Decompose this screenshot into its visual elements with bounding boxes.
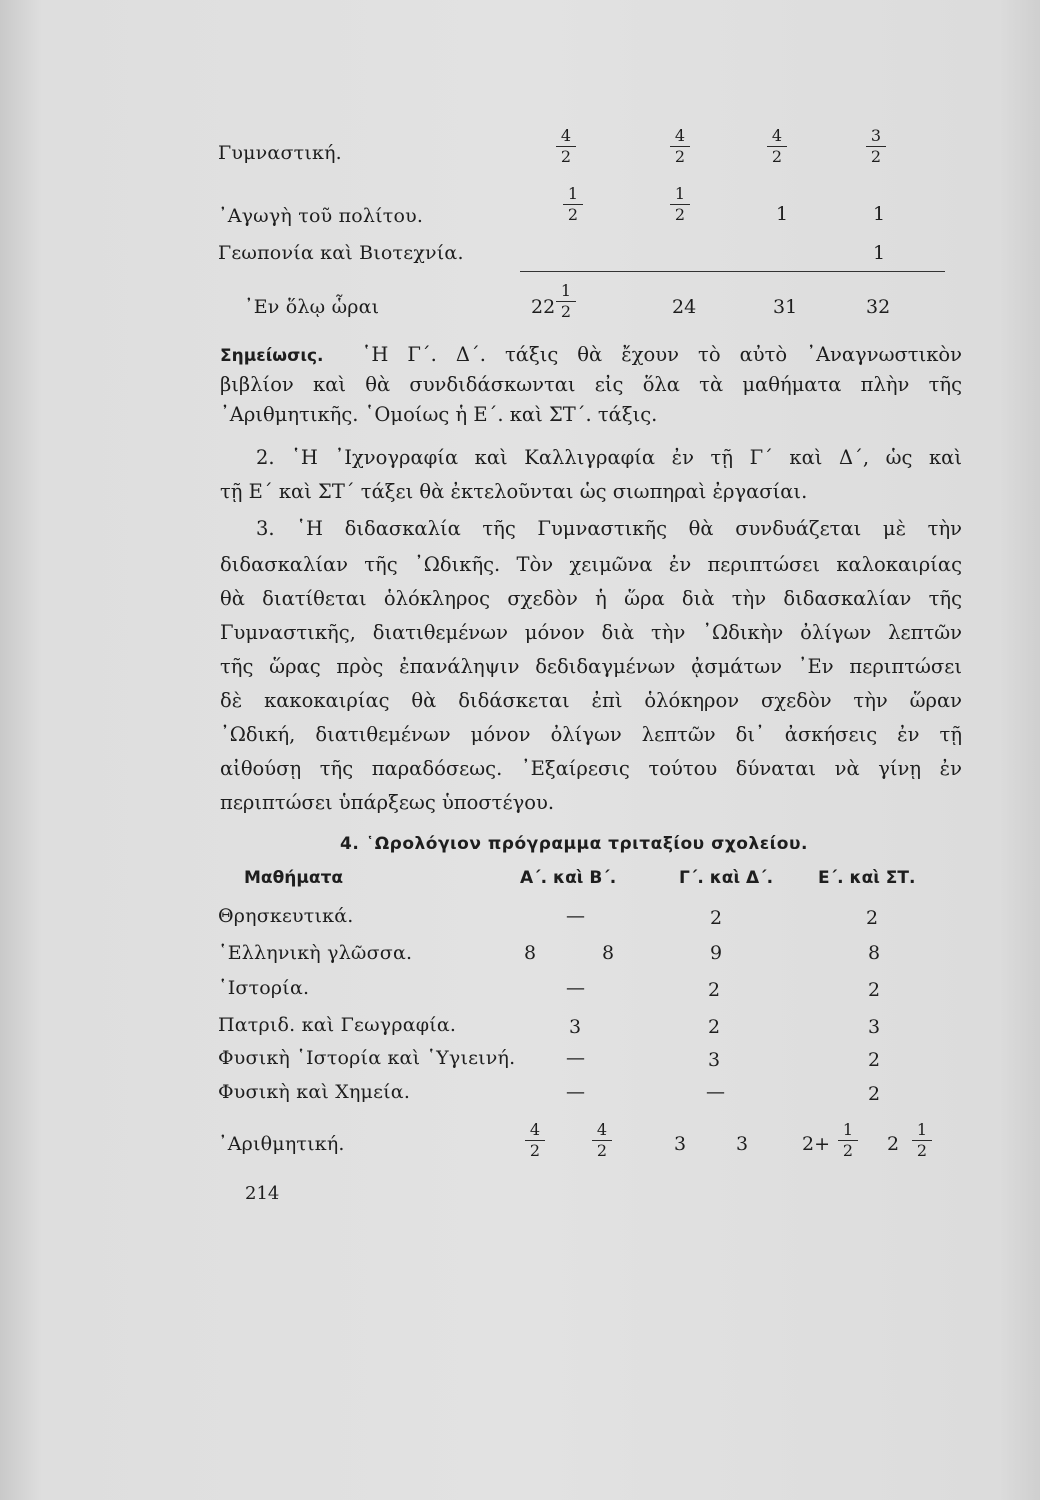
text-line: περιπτώσει ὑπάρξεως ὑποστέγου. xyxy=(220,791,555,814)
text-line: τῇ Ε΄ καὶ ΣΤ΄ τάξει θὰ ἐκτελοῦνται ὡς σιωπηραὶ ἐργασίαι. xyxy=(220,480,808,503)
fraction: 1 2 xyxy=(563,186,583,223)
cell-ab: — xyxy=(566,977,585,999)
sum-rule xyxy=(520,271,945,272)
fraction: 4 2 xyxy=(670,128,690,165)
cell-cd: 2 xyxy=(708,1016,721,1038)
total-whole: 22 xyxy=(531,296,556,318)
cell-ef: 3 xyxy=(868,1016,881,1038)
section-heading: 4. ῾Ωρολόγιον πρόγραμμα τριταξίου σχολείου. xyxy=(340,834,808,854)
col-header-cd: Γ΄. καὶ Δ΄. xyxy=(679,868,774,888)
cell-cd: 9 xyxy=(710,942,723,964)
cell-ef: 2 xyxy=(868,1083,881,1105)
cell-cd: 3 xyxy=(708,1049,721,1071)
text-line: ᾿Αριθμητικῆς. ῾Ομοίως ἡ Ε΄. καὶ ΣΤ΄. τάξις. xyxy=(220,403,658,426)
cell-ef: 2 xyxy=(866,907,879,929)
note-paragraph-2-rest xyxy=(220,477,962,507)
cell-b: 8 xyxy=(602,942,615,964)
cell-ab: — xyxy=(566,1081,585,1103)
fraction: 3 2 xyxy=(866,128,886,165)
cell-ab: — xyxy=(566,905,585,927)
cell-cd: 2 xyxy=(710,907,723,929)
cell-c: 3 xyxy=(674,1133,687,1155)
text-line: ᾿Ωδική, διατιθεμένων μόνον ὀλίγων λεπτῶν δι᾿ ἀσκήσεις ἐν τῇ xyxy=(220,723,962,746)
total-c4: 32 xyxy=(866,296,891,318)
cell-cd: — xyxy=(706,1081,725,1103)
text-line: θὰ διατίθεται ὁλόκληρος σχεδὸν ἡ ὥρα διὰ τὴν διδασκαλίαν τῆς xyxy=(220,587,962,610)
row-label-citizenship: ᾿Αγωγὴ τοῦ πολίτου. xyxy=(218,205,424,227)
row-label-gymnastics: Γυμναστική. xyxy=(218,142,342,164)
cell-value: 1 xyxy=(873,242,886,264)
col-header-subjects: Μαθήματα xyxy=(244,868,344,888)
total-c3: 31 xyxy=(773,296,798,318)
col-header-ab: Α΄. καὶ Β΄. xyxy=(520,868,617,888)
cell-value: 1 xyxy=(776,203,789,225)
subject-label: Πατριδ. καὶ Γεωγραφία. xyxy=(218,1014,457,1036)
row-label-agriculture: Γεωπονία καὶ Βιοτεχνία. xyxy=(218,242,464,264)
cell-value: 1 xyxy=(873,203,886,225)
text-line: Σημείωσις. ῾Η Γ΄. Δ΄. τάξις θὰ ἔχουν τὸ αὐτὸ ᾿Αναγνωστικὸν xyxy=(220,343,962,366)
text-line: 2. ῾Η ᾿Ιχνογραφία καὶ Καλλιγραφία ἐν τῇ Γ΄ καὶ Δ΄, ὡς καὶ xyxy=(256,446,962,469)
cell-ef: 8 xyxy=(868,942,881,964)
cell-a: 8 xyxy=(524,942,537,964)
note-paragraph-3-body xyxy=(220,548,962,820)
fraction: 4 2 xyxy=(767,128,787,165)
text-line: Γυμναστικῆς, διατιθεμένων μόνον διὰ τὴν ᾿Ωδικὴν ὀλίγων λεπτῶν xyxy=(220,621,962,644)
fraction: 1 2 xyxy=(556,283,576,320)
subject-label: ῾Ελληνικὴ γλῶσσα. xyxy=(218,942,413,964)
subject-label: Φυσικὴ καὶ Χημεία. xyxy=(218,1081,411,1103)
cell-ef: 2 xyxy=(868,1049,881,1071)
note-paragraph-2-first xyxy=(256,443,962,473)
page-number: 214 xyxy=(245,1183,280,1204)
fraction: 4 2 xyxy=(525,1122,545,1159)
cell-f-whole: 2 xyxy=(887,1133,900,1155)
col-header-ef: Ε΄. καὶ ΣΤ. xyxy=(818,868,916,888)
text-line: 3. ῾Η διδασκαλία τῆς Γυμναστικῆς θὰ συνδυάζεται μὲ τὴν xyxy=(256,517,962,540)
subject-label: ᾿Αριθμητική. xyxy=(218,1133,345,1155)
fraction: 1 2 xyxy=(838,1122,858,1159)
fraction: 1 2 xyxy=(912,1122,932,1159)
subject-label: Φυσικὴ ῾Ιστορία καὶ ῾Υγιεινή. xyxy=(218,1047,516,1069)
subject-label: ῾Ιστορία. xyxy=(218,977,310,999)
total-c2: 24 xyxy=(672,296,697,318)
total-label: ᾿Εν ὅλῳ ὧραι xyxy=(244,296,380,318)
cell-cd: 2 xyxy=(708,979,721,1001)
cell-d: 3 xyxy=(736,1133,749,1155)
fraction: 4 2 xyxy=(592,1122,612,1159)
text-line: βιβλίον καὶ θὰ συνδιδάσκωνται εἰς ὅλα τὰ μαθήματα πλὴν τῆς xyxy=(220,373,962,396)
text-line: τῆς ὥρας πρὸς ἐπανάληψιν δεδιδαγμένων ᾀσμάτων ᾿Εν περιπτώσει xyxy=(220,655,962,678)
text-line: αἰθούσῃ τῆς παραδόσεως. ᾿Εξαίρεσις τούτου δύναται νὰ γίνῃ ἐν xyxy=(220,757,962,780)
cell-e-whole: 2+ xyxy=(802,1133,831,1155)
text-line: δὲ κακοκαιρίας θὰ διδάσκεται ἐπὶ ὁλόκηρον σχεδὸν τὴν ὥραν xyxy=(220,689,962,712)
cell-ab: — xyxy=(566,1047,585,1069)
subject-label: Θρησκευτικά. xyxy=(218,905,354,927)
note-paragraph-3-first xyxy=(256,514,962,544)
text-line: διδασκαλίαν τῆς ᾿Ωδικῆς. Τὸν χειμῶνα ἐν περιπτώσει καλοκαιρίας xyxy=(220,553,962,576)
cell-ef: 2 xyxy=(868,979,881,1001)
note-paragraph-1 xyxy=(220,340,962,430)
fraction: 4 2 xyxy=(556,128,576,165)
cell-ab: 3 xyxy=(569,1016,582,1038)
fraction: 1 2 xyxy=(670,186,690,223)
